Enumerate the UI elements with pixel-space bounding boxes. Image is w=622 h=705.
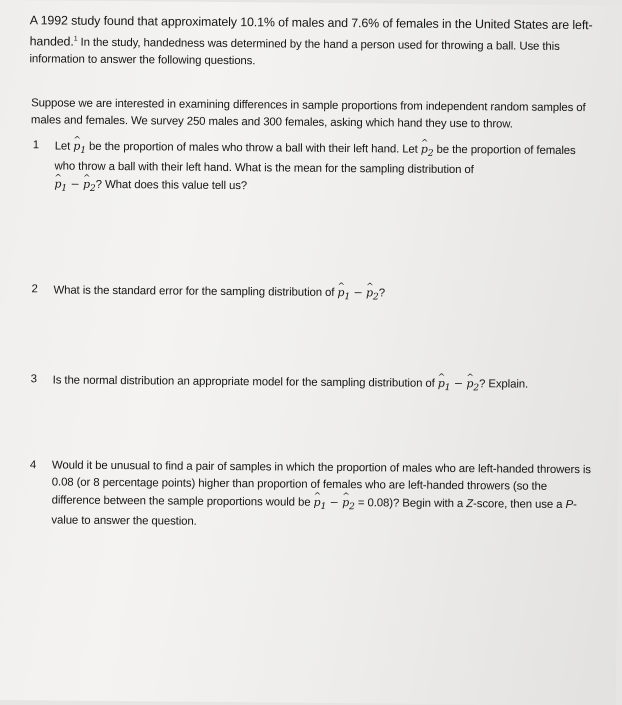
question-number: 3 xyxy=(30,373,37,386)
q2-text-a: What is the standard error for the sampling distribution of xyxy=(53,284,338,299)
question-text xyxy=(51,457,595,534)
z-symbol: Z xyxy=(466,498,474,511)
p-hat-2: ^ $p_2$ xyxy=(421,143,434,156)
bleed-through-text: ​ xyxy=(147,271,148,284)
footnote-marker: 1 xyxy=(73,35,78,43)
intro-line-1: A 1992 study found that approximately 10.1% of males and 7.6% of females in the United States are left-handed. xyxy=(29,13,593,49)
q1-text-d: ? What does this value tell us? xyxy=(95,179,248,193)
q2-text-d: ? xyxy=(378,287,386,300)
q4-text-eq: = 0.08)? Begin with a xyxy=(354,497,467,511)
q1-text-a: Let xyxy=(54,140,74,153)
question-3 xyxy=(31,371,596,397)
question-number: 1 xyxy=(32,139,40,152)
difference-expression: ^ $p_1$ − ^ $p_2$ xyxy=(54,178,95,191)
q1-text-c: be the proportion of females who throw a ball with their left hand. What is the mean for the sampling distribution of xyxy=(54,143,576,177)
question-4 xyxy=(29,457,595,534)
difference-expression: ^ $p_1$ − ^ $p_2$ xyxy=(313,496,354,509)
q1-text-b: be the proportion of males who throw a ball with their left hand. Let xyxy=(85,140,421,156)
q4-text-a: Would it be unusual to find a pair of samples in which the proportion of males who are left-handed throwers is 0.08 (or 8 percentage points) higher than proportion of females who are left-handed throwers (so the difference between the sample proportions would be xyxy=(51,459,591,509)
intro-paragraph xyxy=(29,12,604,73)
q4-text-e: -score, then use a xyxy=(473,498,566,511)
question-2 xyxy=(31,281,596,307)
q4-text-f: -value to answer the question. xyxy=(51,499,577,528)
question-text xyxy=(53,281,596,307)
intro-line-2: In the study, handedness was determined by the hand a person used for throwing a ball. Use this information to answer the following questions. xyxy=(29,36,560,68)
question-number: 2 xyxy=(31,283,38,296)
difference-expression: ^ $p_1$ − ^ $p_2$ xyxy=(438,377,479,390)
p-hat-1: ^ $p_1$ xyxy=(73,140,86,153)
question-text xyxy=(53,371,596,397)
question-number: 4 xyxy=(29,459,37,472)
q3-text-a: Is the normal distribution an appropriate model for the sampling distribution of xyxy=(52,374,438,390)
difference-expression: ^ $p_1$ − ^ $p_2$ xyxy=(337,286,378,299)
p-symbol: P xyxy=(565,498,574,512)
question-1 xyxy=(32,137,597,201)
setup-paragraph: Suppose we are interested in examining differences in sample proportions from independent random samples of males and females. We survey 250 males and 300 females, asking which hand they use to throw. xyxy=(30,97,586,131)
question-text xyxy=(54,137,597,201)
q3-text-d: ? Explain. xyxy=(479,378,529,391)
